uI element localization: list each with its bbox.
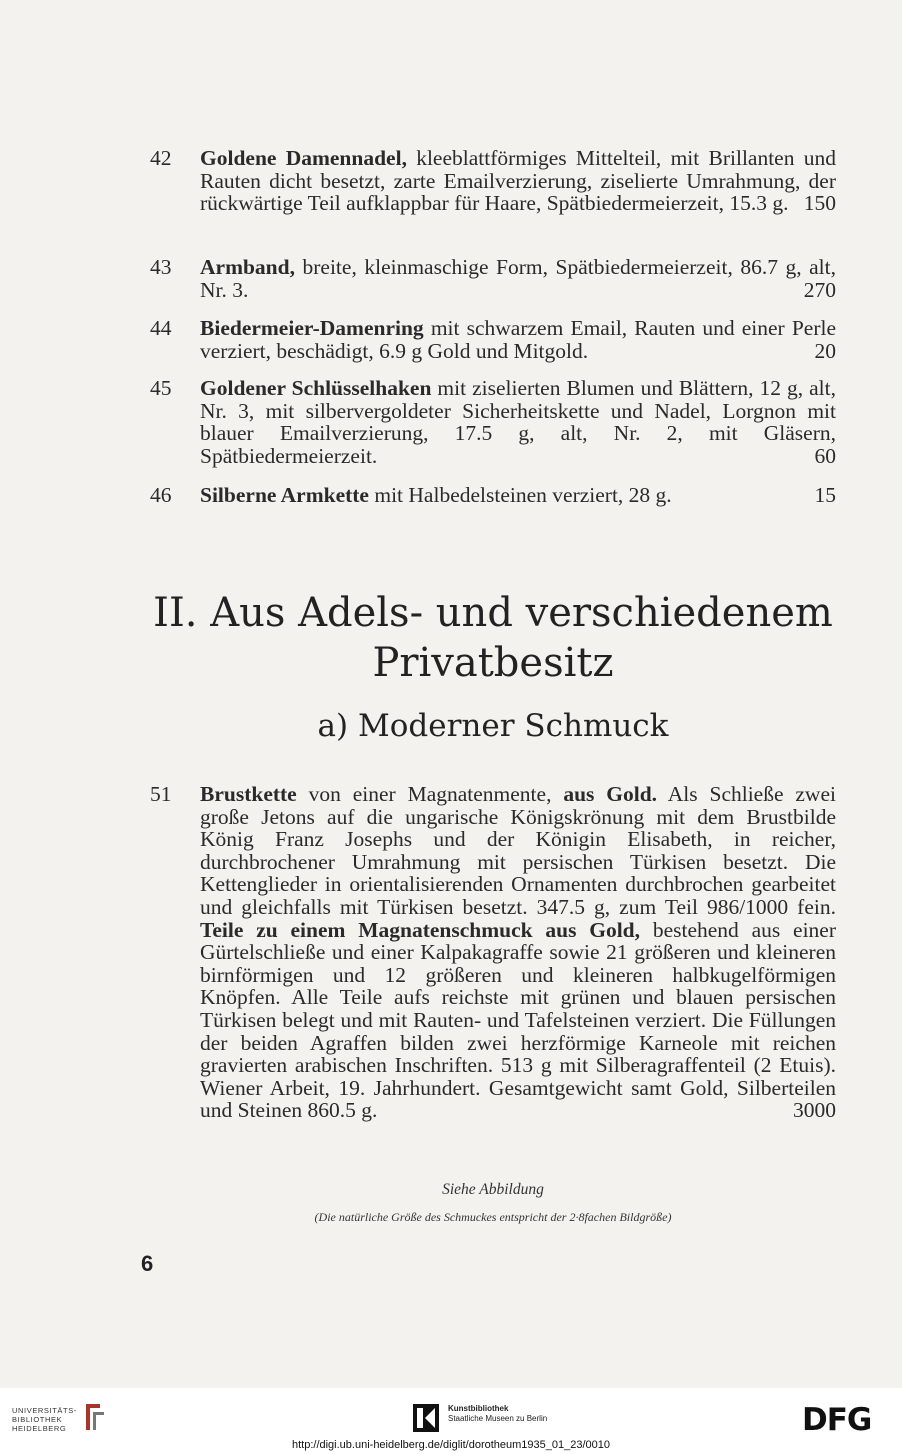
entry-title: Armband, <box>200 255 295 279</box>
entry-price: 60 <box>814 443 836 468</box>
entry-text: breite, kleinmaschige Form, Spätbiedermeierzeit, 86.7 g, alt, Nr. 3. <box>200 255 836 302</box>
entry-text: von einer Magnatenmente, <box>296 782 564 806</box>
kunstbibliothek-label: Kunstbibliothek Staatliche Museen zu Berlin <box>448 1404 548 1423</box>
catalog-entry <box>150 484 836 507</box>
catalog-entry <box>150 256 836 301</box>
entry-number: 51 <box>150 782 172 806</box>
entry-title: Biedermeier-Damenring <box>200 316 424 340</box>
entry-body <box>200 147 836 215</box>
entry-price: 3000 <box>793 1098 836 1123</box>
entry-text: mit Halbedelsteinen verziert, 28 g. <box>368 483 672 507</box>
entry-text: mit ziselierten Blumen und Blättern, 12 g, alt, Nr. 3, mit silbervergoldeter Sicherheitskette und Nadel, Lorgnon mit blauer Emailverzierung, 17.5 g, alt, Nr. 2, mit Gläsern, Spätbiedermeierzeit. <box>200 376 836 468</box>
catalog-entry <box>150 317 836 362</box>
university-logo-icon <box>80 1400 108 1434</box>
entry-text: mit schwarzem Email, Rauten und einer Perle verziert, beschädigt, 6.9 g Gold und Mitgold. <box>200 316 836 363</box>
catalog-entry <box>150 783 836 1122</box>
entry-number: 46 <box>150 483 172 507</box>
entry-body <box>200 256 836 301</box>
entry-body <box>200 317 836 362</box>
entry-number: 44 <box>150 316 172 340</box>
catalog-entry <box>150 147 836 215</box>
entry-price: 150 <box>803 191 836 216</box>
source-url[interactable]: http://digi.ub.uni-heidelberg.de/diglit/dorotheum1935_01_23/0010 <box>291 1439 611 1451</box>
entry-number: 45 <box>150 376 172 400</box>
entry-title: Goldene Damennadel, <box>200 146 407 170</box>
entry-text: kleeblattförmiges Mittelteil, mit Brillanten und Rauten dicht besetzt, zarte Emailverzierung, ziselierte Umrahmung, der rückwärtige Teil aufklappbar für Haare, Spätbiedermeierzeit, 15.3 g. <box>200 146 836 216</box>
university-library-label: UNIVERSITÄTS- BIBLIOTHEK HEIDELBERG <box>12 1406 77 1433</box>
page-number: 6 <box>141 1251 154 1276</box>
entry-price: 15 <box>814 483 836 507</box>
entry-text: bestehend aus einer Gürtelschließe und einer Kalpakagraffe sowie 21 größeren und kleineren birnförmigen und 12 größeren und kleineren halbkugelförmigen Knöpfen. Alle Teile aufs reichste mit grünen und blauen persischen Türkisen belegt und mit Rauten- und Tafelsteinen verziert. Die Füllungen der beiden Agraffen bilden zwei herzförmige Karneole mit reichen gravierten arabischen Inschriften. 513 g mit Silberagraffenteil (2 Etuis). Wiener Arbeit, 19. Jahrhundert. Gesamtgewicht samt Gold, Silberteilen und Steinen 860.5 g. <box>200 917 836 1123</box>
footer-bar <box>0 1388 902 1454</box>
kunstbibliothek-logo-icon <box>413 1404 439 1432</box>
entry-title: Brustkette <box>200 782 297 806</box>
entry-bold-text: Teile zu einem Magnatenschmuck aus Gold, <box>200 917 641 942</box>
dfg-logo: DFG <box>802 1402 872 1438</box>
entry-price: 20 <box>814 338 836 363</box>
entry-bold-text: aus Gold. <box>563 782 658 806</box>
illustration-reference: Siehe Abbildung <box>442 1181 544 1198</box>
section-heading: II. Aus Adels- und verschiedenem Privatbesitz <box>153 590 833 686</box>
entry-title: Goldener Schlüsselhaken <box>200 376 432 400</box>
catalog-entry <box>150 377 836 467</box>
section-subheading: a) Moderner Schmuck <box>317 708 669 744</box>
entry-body <box>200 484 836 507</box>
entry-title: Silberne Armkette <box>200 483 369 507</box>
entry-number: 42 <box>150 146 172 170</box>
entry-number: 43 <box>150 255 172 279</box>
size-note: (Die natürliche Größe des Schmuckes entspricht der 2·8fachen Bildgröße) <box>314 1210 672 1224</box>
entry-text: Als Schließe zwei große Jetons auf die ungarische Königskrönung mit dem Brustbilde König Franz Josephs und der Königin Elisabeth, in reicher, durchbrochener Umrahmung mit persischen Türkisen besetzt. Die Kettenglieder in orientalisierenden Ornamenten durchbrochen gearbeitet und gleichfalls mit Türkisen besetzt. 347.5 g, zum Teil 986/1000 fein. <box>200 782 836 919</box>
entry-body <box>200 783 836 1122</box>
entry-price: 270 <box>803 277 836 302</box>
entry-body <box>200 377 836 467</box>
